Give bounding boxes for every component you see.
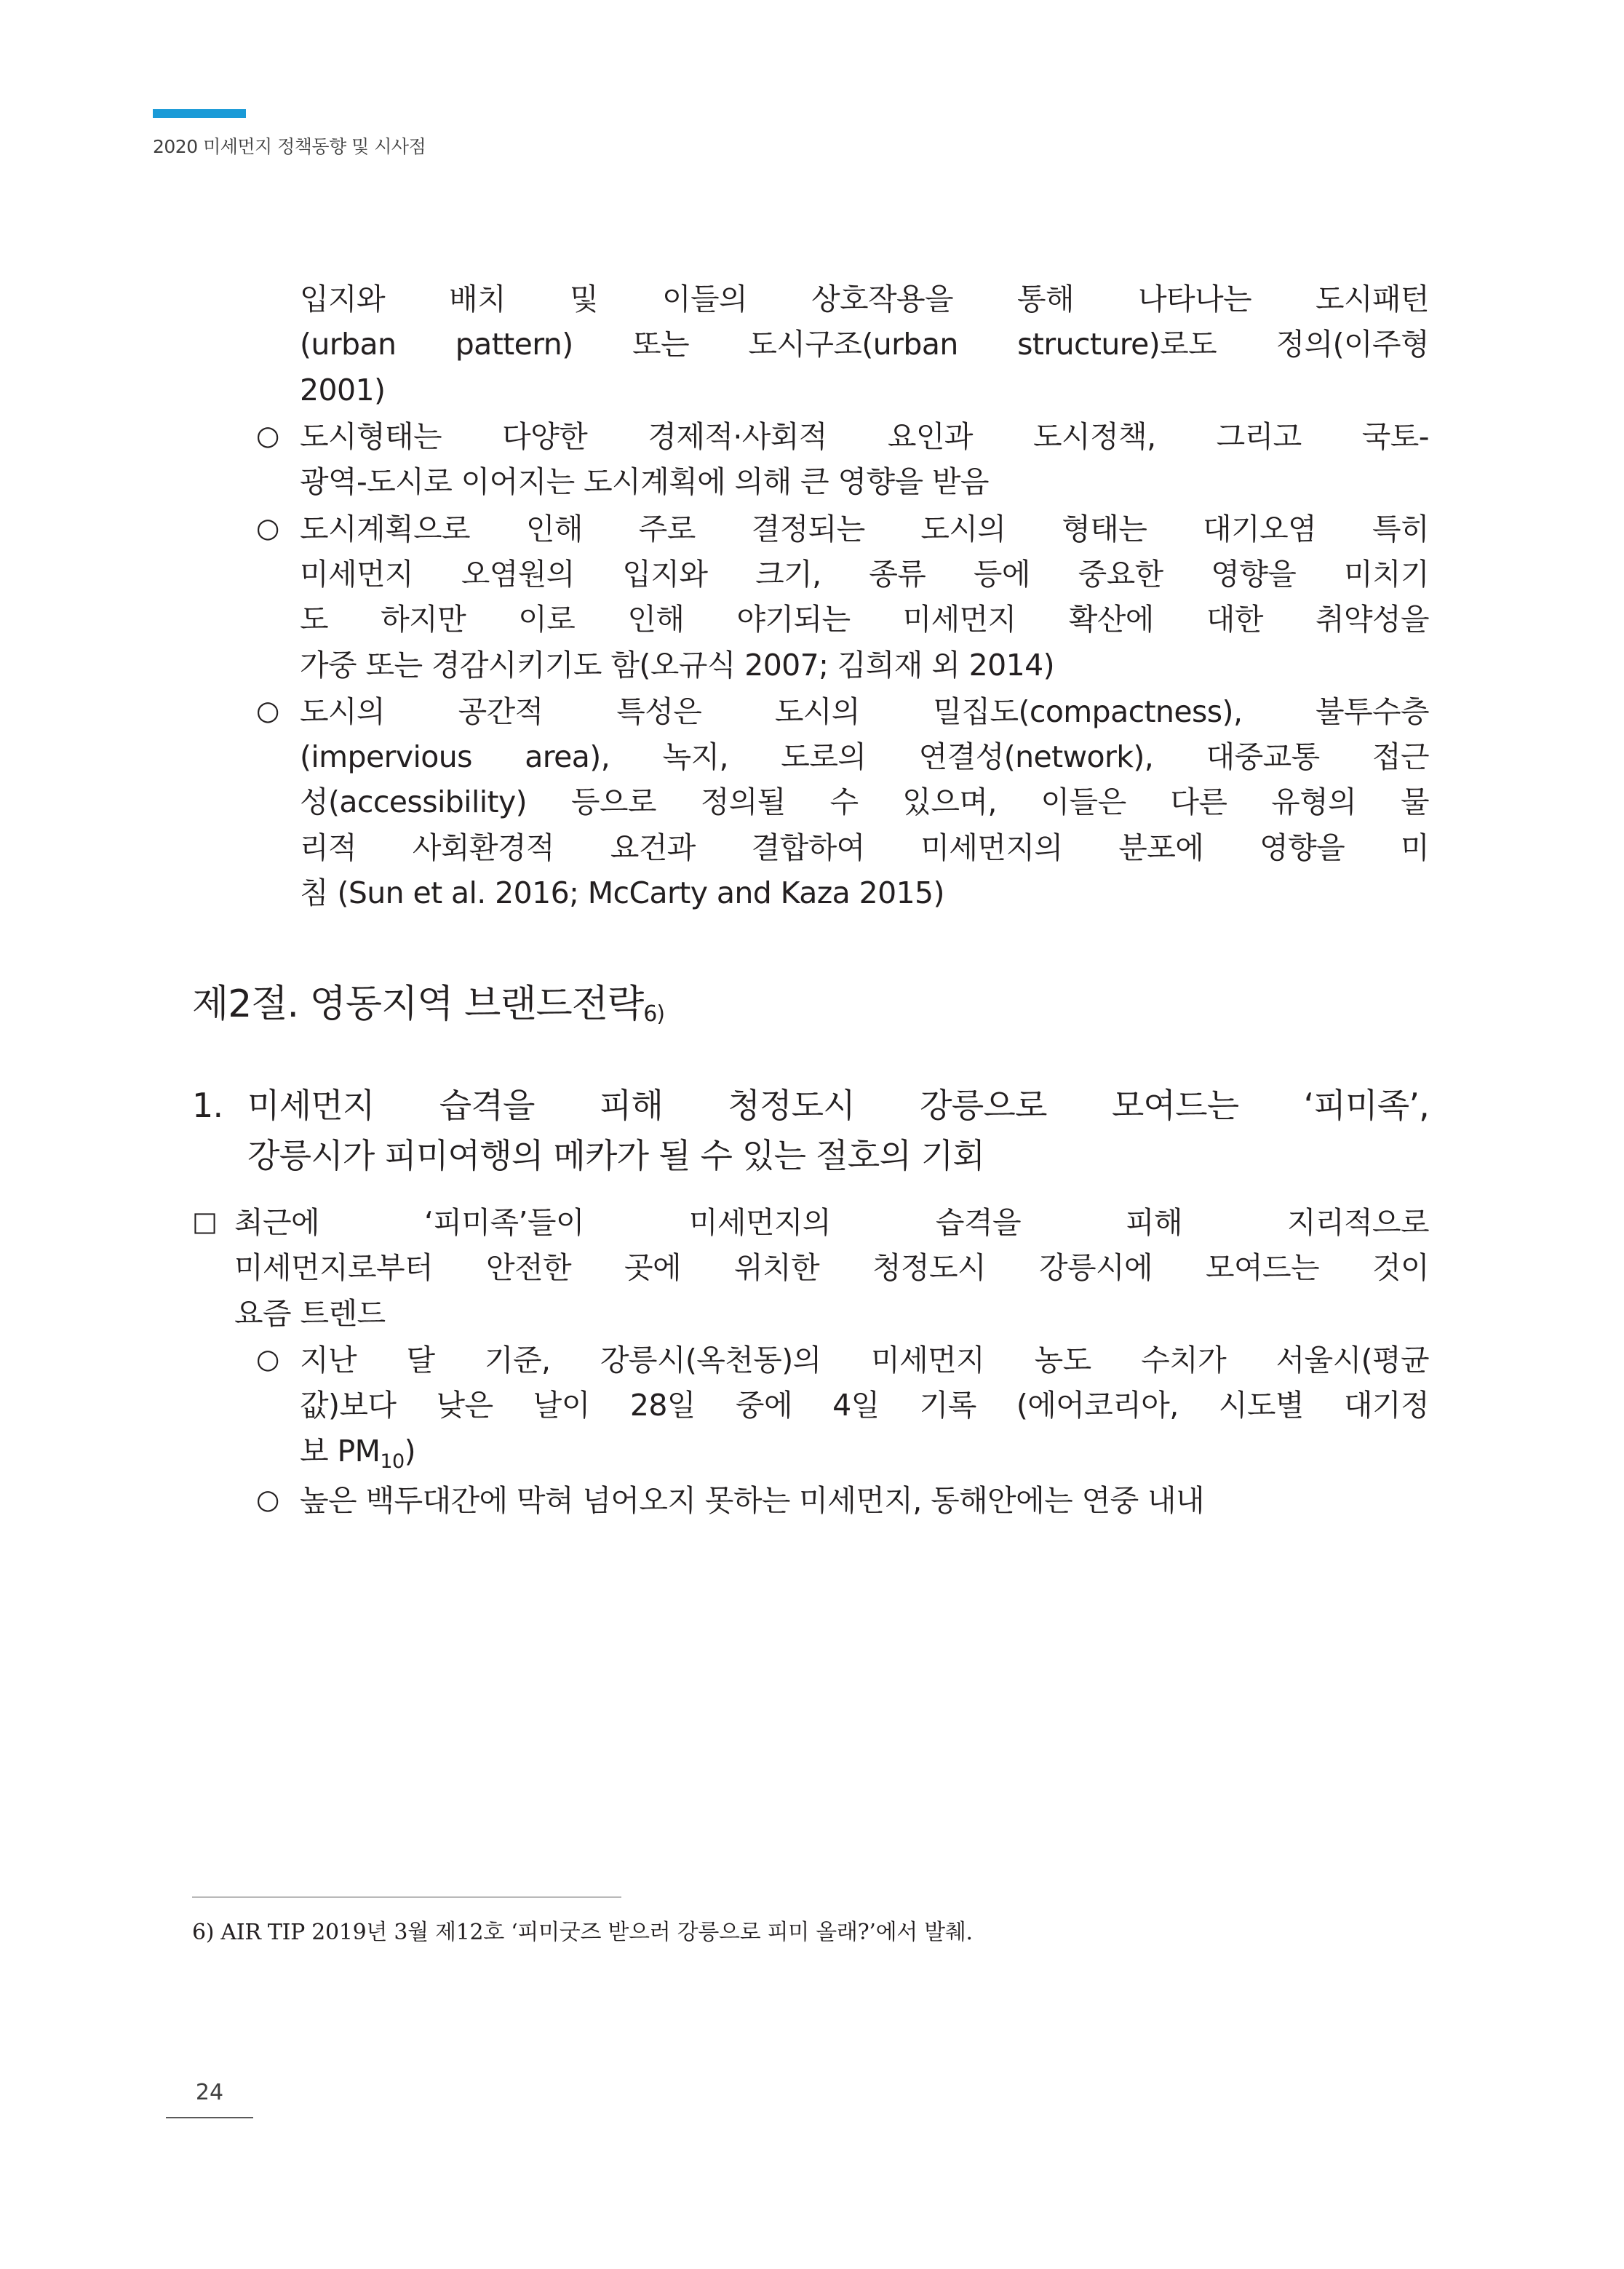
text-line: 입지와 배치 및 이들의 상호작용을 통해 나타나는 도시패턴 [300,282,1429,317]
text-line: 도시의 공간적 특성은 도시의 밀집도(compactness), 불투수층 [300,694,1429,729]
numbered-heading [192,1081,1429,1181]
circle-bullet-icon: ○ [256,694,279,726]
text-line: 리적 사회환경적 요건과 결합하여 미세먼지의 분포에 영향을 미 [300,830,1429,865]
footnote-area [192,1896,1429,1946]
text-line: 값)보다 낮은 날이 28일 중에 4일 기록 (에어코리아, 시도별 대기정 [300,1388,1429,1423]
footnote-text: 6) AIR TIP 2019년 3월 제12호 ‘피미굿즈 받으러 강릉으로 피미 올래?’에서 발췌. [192,1920,973,1945]
page-number-rule [166,2117,253,2118]
list-item [192,1338,1429,1477]
list-item [192,1200,1429,1336]
square-bullet-icon: □ [192,1206,218,1238]
text-line: 가중 또는 경감시키기도 함(오규식 2007; 김희재 외 2014) [300,647,1055,683]
section-heading-text: 제2절. 영동지역 브랜드전략 [192,982,644,1027]
text-line-with-subscript [300,1428,1429,1477]
text-line: 미세먼지로부터 안전한 곳에 위치한 청정도시 강릉시에 모여드는 것이 [234,1250,1429,1286]
section-heading [192,978,1429,1031]
header-accent-rule [153,109,246,118]
heading-number: 1. [192,1086,223,1126]
text-line: (impervious area), 녹지, 도로의 연결성(network), 대중교통 접근 [300,739,1429,775]
text-line: 최근에 ‘피미족’들이 미세먼지의 습격을 피해 지리적으로 [234,1205,1429,1241]
text-line: 미세먼지 오염원의 입지와 크기, 종류 등에 중요한 영향을 미치기 [300,556,1429,592]
text-line: 지난 달 기준, 강릉시(옥천동)의 미세먼지 농도 수치가 서울시(평균 [300,1343,1429,1378]
circle-bullet-icon: ○ [256,1484,279,1516]
text-line: 광역-도시로 이어지는 도시계획에 의해 큰 영향을 받음 [300,464,989,500]
text-fragment: ) [404,1433,415,1469]
text-line: 미세먼지 습격을 피해 청정도시 강릉으로 모여드는 ‘피미족’, [247,1086,1429,1126]
list-item [192,414,1429,505]
text-line: 강릉시가 피미여행의 메카가 될 수 있는 절호의 기회 [247,1136,985,1176]
running-title: 2020 미세먼지 정책동향 및 시사점 [153,136,426,157]
text-line: (urban pattern) 또는 도시구조(urban structure)로도 정의(이주형 [300,327,1429,362]
circle-bullet-icon: ○ [256,419,279,451]
footnote-reference: 6) [643,1001,665,1028]
text-line: 2001) [300,372,386,408]
text-line: 요즘 트렌드 [234,1295,386,1331]
list-item [192,1478,1429,1523]
text-line: 높은 백두대간에 막혀 넘어오지 못하는 미세먼지, 동해안에는 연중 내내 [300,1483,1205,1519]
subscript-value: 10 [380,1450,405,1473]
circle-bullet-icon: ○ [256,512,279,544]
text-line: 도시형태는 다양한 경제적·사회적 요인과 도시정책, 그리고 국토- [300,418,1429,454]
text-fragment: 보 PM [300,1433,381,1469]
list-item [192,689,1429,916]
circle-bullet-icon: ○ [256,1343,279,1375]
page-number-area [166,2080,253,2118]
page-header [153,109,426,159]
text-line: 도 하지만 이로 인해 야기되는 미세먼지 확산에 대한 취약성을 [300,602,1430,637]
text-line: 침 (Sun et al. 2016; McCarty and Kaza 2015) [300,875,944,911]
page-number: 24 [195,2080,224,2105]
text-line: 성(accessibility) 등으로 정의될 수 있으며, 이들은 다른 유형의 물 [300,784,1429,820]
paragraph-continued [192,277,1429,413]
list-item [192,506,1429,688]
page-body [192,277,1429,1525]
footnote-divider [192,1896,621,1898]
text-line: 도시계획으로 인해 주로 결정되는 도시의 형태는 대기오염 특히 [300,511,1429,547]
